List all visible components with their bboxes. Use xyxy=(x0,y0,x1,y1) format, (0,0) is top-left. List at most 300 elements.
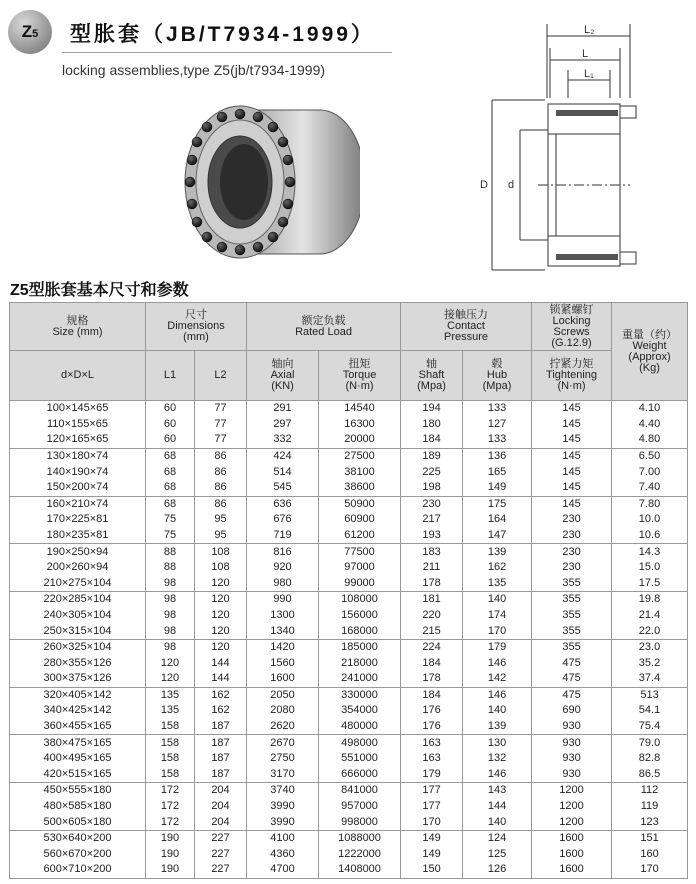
table-cell: 227 xyxy=(195,862,247,878)
table-row xyxy=(10,735,688,751)
table-cell: 2750 xyxy=(247,751,319,767)
table-cell: 163 xyxy=(401,735,463,751)
table-cell: 170 xyxy=(612,862,688,878)
table-cell: 147 xyxy=(463,528,532,544)
table-row xyxy=(10,799,688,815)
table-cell: 7.00 xyxy=(612,464,688,480)
table-cell: 145 xyxy=(532,417,612,433)
header-tightening: 拧紧力矩 Tightening (N·m) xyxy=(532,351,612,401)
dim-label-l1: L₁ xyxy=(584,68,594,80)
table-cell: 1600 xyxy=(532,862,612,878)
table-cell: 150×200×74 xyxy=(10,480,146,496)
table-cell: 136 xyxy=(463,448,532,464)
table-cell: 178 xyxy=(401,576,463,592)
header-axial: 轴向 Axial (KN) xyxy=(247,351,319,401)
table-row xyxy=(10,639,688,655)
table-cell: 120 xyxy=(146,656,195,672)
header-locking-screws: 锁紧螺钉 Locking Screws (G.12.9) xyxy=(532,303,612,351)
table-cell: 145 xyxy=(532,448,612,464)
table-cell: 230 xyxy=(532,528,612,544)
table-row xyxy=(10,623,688,639)
table-cell: 7.40 xyxy=(612,480,688,496)
table-cell: 10.6 xyxy=(612,528,688,544)
table-cell: 133 xyxy=(463,432,532,448)
table-cell: 355 xyxy=(532,592,612,608)
table-row xyxy=(10,656,688,672)
table-cell: 60 xyxy=(146,432,195,448)
table-cell: 38100 xyxy=(319,464,401,480)
table-cell: 162 xyxy=(195,703,247,719)
table-cell: 149 xyxy=(401,831,463,847)
table-cell: 184 xyxy=(401,687,463,703)
series-badge xyxy=(8,10,52,54)
table-cell: 23.0 xyxy=(612,639,688,655)
table-cell: 21.4 xyxy=(612,608,688,624)
dim-label-l2: L₂ xyxy=(584,24,595,36)
table-cell: 4.80 xyxy=(612,432,688,448)
table-cell: 176 xyxy=(401,719,463,735)
table-cell: 1088000 xyxy=(319,831,401,847)
table-cell: 60 xyxy=(146,417,195,433)
table-cell: 920 xyxy=(247,560,319,576)
table-cell: 135 xyxy=(146,687,195,703)
table-cell: 719 xyxy=(247,528,319,544)
table-cell: 19.8 xyxy=(612,592,688,608)
table-cell: 79.0 xyxy=(612,735,688,751)
table-row xyxy=(10,608,688,624)
table-cell: 77500 xyxy=(319,544,401,560)
section-title: Z5型胀套基本尺寸和参数 xyxy=(10,282,189,299)
table-cell: 227 xyxy=(195,847,247,863)
table-cell: 142 xyxy=(463,671,532,687)
cross-section-drawing xyxy=(470,18,694,274)
table-cell: 190 xyxy=(146,831,195,847)
table-cell: 75 xyxy=(146,512,195,528)
table-cell: 133 xyxy=(463,401,532,417)
table-cell: 217 xyxy=(401,512,463,528)
table-cell: 176 xyxy=(401,703,463,719)
table-cell: 1600 xyxy=(247,671,319,687)
table-cell: 108 xyxy=(195,560,247,576)
table-cell: 177 xyxy=(401,799,463,815)
table-cell: 132 xyxy=(463,751,532,767)
table-cell: 68 xyxy=(146,448,195,464)
table-cell: 498000 xyxy=(319,735,401,751)
header-shaft: 轴 Shaft (Mpa) xyxy=(401,351,463,401)
table-cell: 220 xyxy=(401,608,463,624)
table-cell: 156000 xyxy=(319,608,401,624)
table-row xyxy=(10,862,688,878)
table-cell: 88 xyxy=(146,560,195,576)
table-row xyxy=(10,783,688,799)
table-cell: 145 xyxy=(532,401,612,417)
table-cell: 68 xyxy=(146,480,195,496)
table-cell: 600×710×200 xyxy=(10,862,146,878)
table-cell: 420×515×165 xyxy=(10,767,146,783)
dim-label-d-outer: D xyxy=(480,179,488,191)
table-cell: 158 xyxy=(146,719,195,735)
table-row xyxy=(10,847,688,863)
table-cell: 146 xyxy=(463,656,532,672)
header-dimensions: 尺寸 Dimensions (mm) xyxy=(146,303,247,351)
table-cell: 99000 xyxy=(319,576,401,592)
table-cell: 135 xyxy=(146,703,195,719)
table-cell: 224 xyxy=(401,639,463,655)
table-cell: 355 xyxy=(532,576,612,592)
table-cell: 158 xyxy=(146,767,195,783)
table-cell: 86 xyxy=(195,480,247,496)
table-cell: 15.0 xyxy=(612,560,688,576)
page-subtitle: locking assemblies,type Z5(jb/t7934-1999) xyxy=(62,62,326,78)
table-cell: 144 xyxy=(195,671,247,687)
table-cell: 54.1 xyxy=(612,703,688,719)
table-cell: 4360 xyxy=(247,847,319,863)
table-cell: 475 xyxy=(532,656,612,672)
table-cell: 146 xyxy=(463,687,532,703)
table-cell: 636 xyxy=(247,496,319,512)
table-cell: 145 xyxy=(532,432,612,448)
table-cell: 145 xyxy=(532,480,612,496)
table-cell: 210×275×104 xyxy=(10,576,146,592)
table-cell: 20000 xyxy=(319,432,401,448)
table-cell: 1600 xyxy=(532,831,612,847)
table-cell: 475 xyxy=(532,687,612,703)
table-cell: 179 xyxy=(401,767,463,783)
table-cell: 98 xyxy=(146,639,195,655)
table-cell: 16300 xyxy=(319,417,401,433)
table-cell: 187 xyxy=(195,719,247,735)
table-cell: 500×605×180 xyxy=(10,814,146,830)
table-row xyxy=(10,480,688,496)
table-cell: 1420 xyxy=(247,639,319,655)
table-cell: 1222000 xyxy=(319,847,401,863)
table-cell: 119 xyxy=(612,799,688,815)
table-row xyxy=(10,432,688,448)
table-cell: 220×285×104 xyxy=(10,592,146,608)
table-cell: 184 xyxy=(401,656,463,672)
table-cell: 1200 xyxy=(532,814,612,830)
table-cell: 7.80 xyxy=(612,496,688,512)
table-cell: 120 xyxy=(195,576,247,592)
table-cell: 14.3 xyxy=(612,544,688,560)
table-cell: 61200 xyxy=(319,528,401,544)
table-cell: 77 xyxy=(195,417,247,433)
table-cell: 108000 xyxy=(319,592,401,608)
table-cell: 77 xyxy=(195,432,247,448)
table-cell: 3990 xyxy=(247,799,319,815)
table-cell: 183 xyxy=(401,544,463,560)
table-cell: 1600 xyxy=(532,847,612,863)
table-cell: 172 xyxy=(146,799,195,815)
table-cell: 200×260×94 xyxy=(10,560,146,576)
table-cell: 190 xyxy=(146,862,195,878)
table-row xyxy=(10,767,688,783)
table-cell: 1340 xyxy=(247,623,319,639)
table-cell: 218000 xyxy=(319,656,401,672)
table-cell: 6.50 xyxy=(612,448,688,464)
table-cell: 98 xyxy=(146,592,195,608)
header-size: 规格 Size (mm) xyxy=(10,303,146,351)
table-cell: 676 xyxy=(247,512,319,528)
table-cell: 211 xyxy=(401,560,463,576)
table-row xyxy=(10,417,688,433)
table-cell: 124 xyxy=(463,831,532,847)
table-cell: 187 xyxy=(195,751,247,767)
table-cell: 139 xyxy=(463,544,532,560)
table-cell: 68 xyxy=(146,464,195,480)
table-cell: 145 xyxy=(532,496,612,512)
table-cell: 60 xyxy=(146,401,195,417)
table-cell: 98 xyxy=(146,608,195,624)
table-cell: 112 xyxy=(612,783,688,799)
table-cell: 190×250×94 xyxy=(10,544,146,560)
table-cell: 140 xyxy=(463,592,532,608)
table-cell: 230 xyxy=(532,560,612,576)
header-row-1 xyxy=(10,303,688,351)
table-cell: 360×455×165 xyxy=(10,719,146,735)
table-cell: 380×475×165 xyxy=(10,735,146,751)
table-cell: 158 xyxy=(146,751,195,767)
table-cell: 178 xyxy=(401,671,463,687)
table-cell: 204 xyxy=(195,783,247,799)
table-row xyxy=(10,464,688,480)
table-cell: 95 xyxy=(195,528,247,544)
table-cell: 120 xyxy=(146,671,195,687)
table-cell: 151 xyxy=(612,831,688,847)
table-cell: 179 xyxy=(463,639,532,655)
table-cell: 86 xyxy=(195,448,247,464)
table-cell: 168000 xyxy=(319,623,401,639)
table-cell: 480×585×180 xyxy=(10,799,146,815)
table-cell: 170 xyxy=(401,814,463,830)
table-row xyxy=(10,831,688,847)
table-row xyxy=(10,751,688,767)
table-cell: 164 xyxy=(463,512,532,528)
table-cell: 545 xyxy=(247,480,319,496)
table-cell: 227 xyxy=(195,831,247,847)
table-cell: 560×670×200 xyxy=(10,847,146,863)
dim-label-d-inner: d xyxy=(508,179,515,191)
table-cell: 355 xyxy=(532,639,612,655)
table-cell: 146 xyxy=(463,767,532,783)
title-divider xyxy=(62,52,392,53)
table-cell: 2670 xyxy=(247,735,319,751)
table-cell: 215 xyxy=(401,623,463,639)
table-cell: 230 xyxy=(532,544,612,560)
table-cell: 140 xyxy=(463,814,532,830)
table-row xyxy=(10,560,688,576)
table-cell: 2050 xyxy=(247,687,319,703)
table-cell: 110×155×65 xyxy=(10,417,146,433)
table-cell: 320×405×142 xyxy=(10,687,146,703)
table-cell: 204 xyxy=(195,799,247,815)
table-cell: 551000 xyxy=(319,751,401,767)
table-cell: 514 xyxy=(247,464,319,480)
table-cell: 194 xyxy=(401,401,463,417)
table-cell: 14540 xyxy=(319,401,401,417)
table-cell: 22.0 xyxy=(612,623,688,639)
table-cell: 230 xyxy=(401,496,463,512)
table-cell: 424 xyxy=(247,448,319,464)
table-cell: 38600 xyxy=(319,480,401,496)
table-cell: 135 xyxy=(463,576,532,592)
table-cell: 185000 xyxy=(319,639,401,655)
table-cell: 140 xyxy=(463,703,532,719)
table-cell: 162 xyxy=(195,687,247,703)
table-cell: 50900 xyxy=(319,496,401,512)
table-cell: 68 xyxy=(146,496,195,512)
table-row xyxy=(10,448,688,464)
table-cell: 187 xyxy=(195,767,247,783)
table-cell: 120 xyxy=(195,639,247,655)
table-row xyxy=(10,814,688,830)
table-cell: 230 xyxy=(532,512,612,528)
header-weight: 重量（约） Weight (Approx) (Kg) xyxy=(612,303,688,401)
table-cell: 130 xyxy=(463,735,532,751)
table-cell: 450×555×180 xyxy=(10,783,146,799)
table-cell: 120×165×65 xyxy=(10,432,146,448)
table-cell: 204 xyxy=(195,814,247,830)
table-cell: 86 xyxy=(195,496,247,512)
table-cell: 100×145×65 xyxy=(10,401,146,417)
table-cell: 330000 xyxy=(319,687,401,703)
table-cell: 3170 xyxy=(247,767,319,783)
table-cell: 125 xyxy=(463,847,532,863)
table-cell: 145 xyxy=(532,464,612,480)
table-cell: 120 xyxy=(195,608,247,624)
table-cell: 4700 xyxy=(247,862,319,878)
header-rated-load: 额定负载 Rated Load xyxy=(247,303,401,351)
table-cell: 98 xyxy=(146,576,195,592)
table-cell: 88 xyxy=(146,544,195,560)
table-cell: 143 xyxy=(463,783,532,799)
table-cell: 175 xyxy=(463,496,532,512)
table-cell: 480000 xyxy=(319,719,401,735)
table-cell: 2080 xyxy=(247,703,319,719)
table-cell: 957000 xyxy=(319,799,401,815)
table-cell: 172 xyxy=(146,783,195,799)
table-cell: 1560 xyxy=(247,656,319,672)
table-row xyxy=(10,703,688,719)
table-row xyxy=(10,671,688,687)
table-cell: 149 xyxy=(463,480,532,496)
table-cell: 75 xyxy=(146,528,195,544)
table-row xyxy=(10,719,688,735)
table-cell: 160 xyxy=(612,847,688,863)
table-cell: 530×640×200 xyxy=(10,831,146,847)
table-row xyxy=(10,528,688,544)
table-cell: 354000 xyxy=(319,703,401,719)
table-cell: 126 xyxy=(463,862,532,878)
table-cell: 930 xyxy=(532,735,612,751)
table-cell: 930 xyxy=(532,751,612,767)
table-row xyxy=(10,512,688,528)
table-cell: 240×305×104 xyxy=(10,608,146,624)
table-cell: 160×210×74 xyxy=(10,496,146,512)
table-cell: 1200 xyxy=(532,783,612,799)
table-cell: 198 xyxy=(401,480,463,496)
table-cell: 180×235×81 xyxy=(10,528,146,544)
table-cell: 98 xyxy=(146,623,195,639)
table-cell: 690 xyxy=(532,703,612,719)
table-cell: 170×225×81 xyxy=(10,512,146,528)
table-cell: 475 xyxy=(532,671,612,687)
table-row xyxy=(10,687,688,703)
table-cell: 127 xyxy=(463,417,532,433)
table-cell: 139 xyxy=(463,719,532,735)
table-cell: 180 xyxy=(401,417,463,433)
header-l1: L1 xyxy=(146,351,195,401)
table-cell: 3740 xyxy=(247,783,319,799)
table-cell: 108 xyxy=(195,544,247,560)
table-cell: 990 xyxy=(247,592,319,608)
table-cell: 930 xyxy=(532,719,612,735)
table-cell: 150 xyxy=(401,862,463,878)
table-cell: 4.40 xyxy=(612,417,688,433)
table-row xyxy=(10,576,688,592)
table-cell: 841000 xyxy=(319,783,401,799)
table-cell: 225 xyxy=(401,464,463,480)
table-cell: 280×355×126 xyxy=(10,656,146,672)
table-cell: 666000 xyxy=(319,767,401,783)
table-cell: 1408000 xyxy=(319,862,401,878)
table-cell: 340×425×142 xyxy=(10,703,146,719)
table-row xyxy=(10,401,688,417)
table-cell: 2620 xyxy=(247,719,319,735)
table-cell: 300×375×126 xyxy=(10,671,146,687)
table-cell: 144 xyxy=(463,799,532,815)
table-cell: 123 xyxy=(612,814,688,830)
table-cell: 1200 xyxy=(532,799,612,815)
table-cell: 120 xyxy=(195,623,247,639)
table-cell: 189 xyxy=(401,448,463,464)
table-cell: 184 xyxy=(401,432,463,448)
table-cell: 998000 xyxy=(319,814,401,830)
header-torque: 扭矩 Torque (N·m) xyxy=(319,351,401,401)
header-row-2 xyxy=(10,351,688,401)
table-cell: 250×315×104 xyxy=(10,623,146,639)
table-cell: 177 xyxy=(401,783,463,799)
table-cell: 82.8 xyxy=(612,751,688,767)
table-cell: 193 xyxy=(401,528,463,544)
table-cell: 172 xyxy=(146,814,195,830)
table-cell: 174 xyxy=(463,608,532,624)
table-cell: 60900 xyxy=(319,512,401,528)
table-cell: 165 xyxy=(463,464,532,480)
table-cell: 513 xyxy=(612,687,688,703)
table-cell: 187 xyxy=(195,735,247,751)
badge-label: Z5 xyxy=(21,22,39,41)
table-cell: 1300 xyxy=(247,608,319,624)
table-row xyxy=(10,496,688,512)
page-title: 型胀套（JB/T7934-1999） xyxy=(70,23,375,46)
dim-label-l: L xyxy=(582,48,589,60)
table-cell: 181 xyxy=(401,592,463,608)
table-cell: 120 xyxy=(195,592,247,608)
table-cell: 162 xyxy=(463,560,532,576)
table-cell: 27500 xyxy=(319,448,401,464)
table-cell: 130×180×74 xyxy=(10,448,146,464)
header-hub: 毂 Hub (Mpa) xyxy=(463,351,532,401)
table-cell: 4.10 xyxy=(612,401,688,417)
table-cell: 75.4 xyxy=(612,719,688,735)
table-cell: 170 xyxy=(463,623,532,639)
table-cell: 163 xyxy=(401,751,463,767)
table-cell: 4100 xyxy=(247,831,319,847)
table-cell: 980 xyxy=(247,576,319,592)
table-cell: 144 xyxy=(195,656,247,672)
header-dxdxl: d×D×L xyxy=(10,351,146,401)
